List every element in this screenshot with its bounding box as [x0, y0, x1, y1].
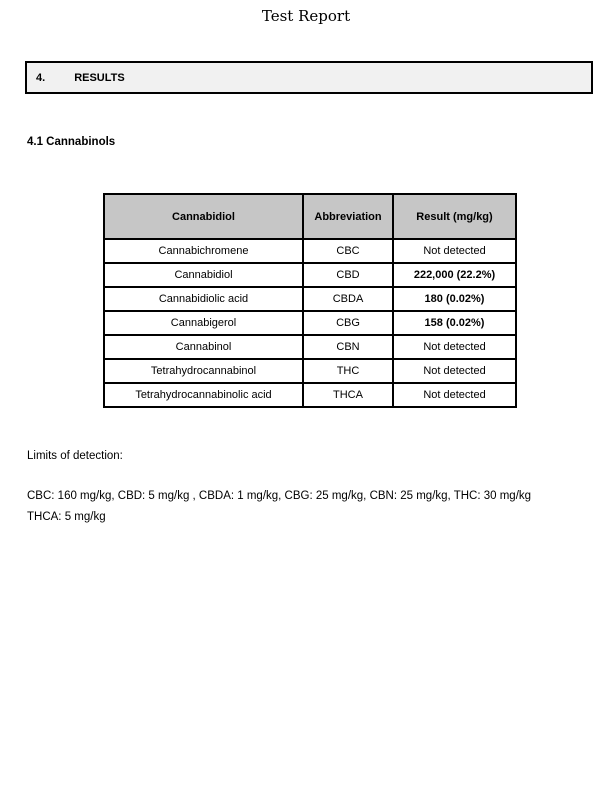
table-row [104, 311, 516, 335]
table-row [104, 335, 516, 359]
column-header-abbreviation: Abbreviation [303, 194, 393, 239]
compound-name: Cannabigerol [104, 311, 303, 335]
table-header-row [104, 194, 516, 239]
compound-name: Cannabinol [104, 335, 303, 359]
compound-abbreviation: CBDA [303, 287, 393, 311]
section-number: 4. [36, 71, 46, 84]
compound-abbreviation: THCA [303, 383, 393, 407]
table-row [104, 383, 516, 407]
compound-result: Not detected [393, 335, 516, 359]
results-table [103, 193, 517, 408]
table-row [104, 239, 516, 263]
compound-abbreviation: CBD [303, 263, 393, 287]
compound-name: Cannabidiol [104, 263, 303, 287]
section-label: RESULTS [74, 71, 125, 84]
table-row [104, 359, 516, 383]
compound-result: Not detected [393, 383, 516, 407]
document-title: Test Report [261, 7, 351, 25]
compound-result: Not detected [393, 359, 516, 383]
subsection-heading: 4.1 Cannabinols [27, 136, 116, 148]
limits-of-detection-values-line1: CBC: 160 mg/kg, CBD: 5 mg/kg , CBDA: 1 mg/kg, CBG: 25 mg/kg, CBN: 25 mg/kg, THC: 30 mg/kg [27, 490, 532, 502]
limits-of-detection-label: Limits of detection: [27, 450, 123, 462]
limits-of-detection-values-line2: THCA: 5 mg/kg [27, 511, 106, 523]
compound-abbreviation: CBG [303, 311, 393, 335]
table-row [104, 263, 516, 287]
column-header-result: Result (mg/kg) [393, 194, 516, 239]
table-row [104, 287, 516, 311]
compound-result: Not detected [393, 239, 516, 263]
compound-name: Tetrahydrocannabinolic acid [104, 383, 303, 407]
results-table-body [104, 239, 516, 407]
compound-result: 158 (0.02%) [393, 311, 516, 335]
compound-abbreviation: THC [303, 359, 393, 383]
compound-abbreviation: CBN [303, 335, 393, 359]
column-header-compound: Cannabidiol [104, 194, 303, 239]
compound-name: Tetrahydrocannabinol [104, 359, 303, 383]
results-section-header [25, 61, 593, 94]
compound-name: Cannabidiolic acid [104, 287, 303, 311]
compound-result: 180 (0.02%) [393, 287, 516, 311]
compound-result: 222,000 (22.2%) [393, 263, 516, 287]
compound-name: Cannabichromene [104, 239, 303, 263]
compound-abbreviation: CBC [303, 239, 393, 263]
